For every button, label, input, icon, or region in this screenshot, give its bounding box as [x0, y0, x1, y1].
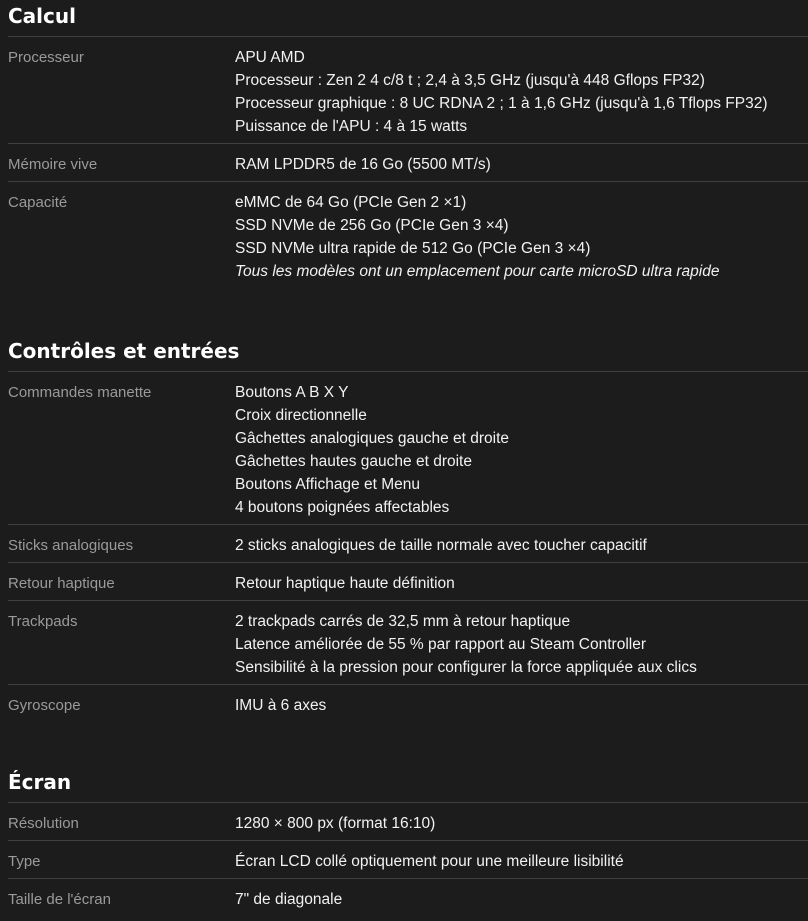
spec-values: [235, 850, 808, 873]
spec-values: [235, 572, 808, 595]
spec-row-sticks-analogiques: [8, 524, 808, 562]
spec-value: Gâchettes analogiques gauche et droite: [235, 430, 510, 447]
spec-label: Trackpads: [8, 613, 78, 630]
spec-row-memoire-vive: [8, 143, 808, 181]
spec-value: IMU à 6 axes: [235, 697, 327, 714]
spec-table: [8, 36, 808, 288]
spec-row-commandes-manette: [8, 371, 808, 524]
spec-value: Sensibilité à la pression pour configurer la force appliquée aux clics: [235, 659, 697, 676]
spec-row-retour-haptique: [8, 562, 808, 600]
spec-value: Écran LCD collé optiquement pour une meilleure lisibilité: [235, 853, 624, 870]
spec-values: [235, 191, 808, 283]
section-title: Contrôles et entrées: [8, 339, 240, 363]
spec-value: Puissance de l'APU : 4 à 15 watts: [235, 118, 468, 135]
spec-value: Croix directionnelle: [235, 407, 367, 424]
spec-table: [8, 371, 808, 722]
spec-row-processeur: [8, 36, 808, 143]
spec-value: APU AMD: [235, 49, 305, 66]
spec-values: [235, 153, 808, 176]
spec-label: Résolution: [8, 815, 79, 832]
spec-values: [235, 534, 808, 557]
spec-value: Gâchettes hautes gauche et droite: [235, 453, 472, 470]
section-controles-entrees: [8, 339, 808, 722]
spec-label: Taille de l'écran: [8, 891, 111, 908]
spec-label: Sticks analogiques: [8, 537, 134, 554]
spec-table: [8, 802, 808, 916]
spec-value: 1280 × 800 px (format 16:10): [235, 815, 436, 832]
spec-label: Gyroscope: [8, 697, 81, 714]
spec-value: RAM LPDDR5 de 16 Go (5500 MT/s): [235, 156, 491, 173]
spec-values: [235, 694, 808, 717]
spec-value: Processeur : Zen 2 4 c/8 t ; 2,4 à 3,5 GHz (jusqu'à 448 Gflops FP32): [235, 72, 705, 89]
spec-label: Retour haptique: [8, 575, 115, 592]
spec-values: [235, 812, 808, 835]
spec-value: Boutons Affichage et Menu: [235, 476, 420, 493]
section-ecran: [8, 770, 808, 916]
spec-value: 7" de diagonale: [235, 891, 343, 908]
spec-row-gyroscope: [8, 684, 808, 722]
spec-value: SSD NVMe de 256 Go (PCIe Gen 3 ×4): [235, 217, 509, 234]
spec-label: Type: [8, 853, 41, 870]
spec-row-taille-ecran: [8, 878, 808, 916]
spec-values: [235, 46, 808, 138]
spec-value: Retour haptique haute définition: [235, 575, 455, 592]
spec-values: [235, 888, 808, 911]
spec-label: Processeur: [8, 49, 84, 66]
spec-row-resolution: [8, 802, 808, 840]
spec-row-trackpads: [8, 600, 808, 684]
spec-value: Processeur graphique : 8 UC RDNA 2 ; 1 à 1,6 GHz (jusqu'à 1,6 Tflops FP32): [235, 95, 768, 112]
section-title: Calcul: [8, 4, 76, 28]
spec-value: SSD NVMe ultra rapide de 512 Go (PCIe Gen 3 ×4): [235, 240, 591, 257]
spec-label: Commandes manette: [8, 384, 152, 401]
spec-row-capacite: [8, 181, 808, 288]
section-title: Écran: [8, 770, 72, 794]
spec-note: Tous les modèles ont un emplacement pour carte microSD ultra rapide: [235, 263, 720, 280]
spec-label: Capacité: [8, 194, 68, 211]
spec-value: Boutons A B X Y: [235, 384, 349, 401]
spec-value: 4 boutons poignées affectables: [235, 499, 450, 516]
spec-values: [235, 610, 808, 679]
spec-label: Mémoire vive: [8, 156, 98, 173]
spec-value: 2 sticks analogiques de taille normale avec toucher capacitif: [235, 537, 647, 554]
spec-values: [235, 381, 808, 519]
spec-value: Latence améliorée de 55 % par rapport au Steam Controller: [235, 636, 646, 653]
spec-row-type: [8, 840, 808, 878]
spec-value: 2 trackpads carrés de 32,5 mm à retour haptique: [235, 613, 571, 630]
section-calcul: [8, 4, 808, 288]
spec-value: eMMC de 64 Go (PCIe Gen 2 ×1): [235, 194, 467, 211]
